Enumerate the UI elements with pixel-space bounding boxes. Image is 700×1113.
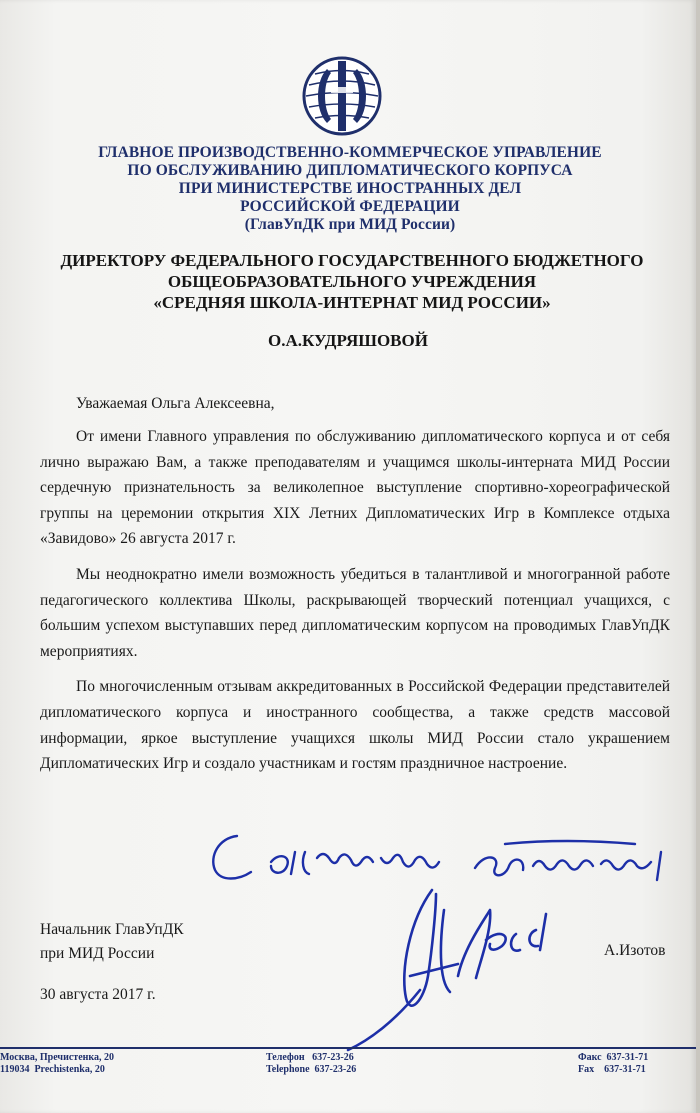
handwritten-signature xyxy=(340,880,570,1055)
addressee-line: «СРЕДНЯЯ ШКОЛА-ИНТЕРНАТ МИД РОССИИ» xyxy=(153,293,551,312)
signatory-title-line: Начальник ГлавУпДК xyxy=(40,921,184,938)
footer-phone xyxy=(266,1052,356,1076)
footer-phone-line: Telephone 637-23-26 xyxy=(266,1064,357,1075)
letter-date: 30 августа 2017 г. xyxy=(40,986,156,1003)
globe-f-emblem-icon xyxy=(301,55,383,137)
footer-address-line: 119034 Prechistenka, 20 xyxy=(0,1064,105,1075)
footer-address xyxy=(0,1052,114,1076)
org-line: РОССИЙСКОЙ ФЕДЕРАЦИИ xyxy=(240,198,460,215)
footer-phone-line: Телефон 637-23-26 xyxy=(266,1052,354,1063)
body-paragraph: От имени Главного управления по обслуживанию дипломатического корпуса и от себя лично выражаю Вам, а также преподавателям и учащимся школы-интерната МИД России сердечную признательность за великолепное выступление спортивно-хореографической группы на церемонии открытия XIX Летних Дипломатических Игр в Комплексе отдыха «Завидово» 26 августа 2017 г. xyxy=(40,428,670,548)
org-line: (ГлавУпДК при МИД России) xyxy=(244,216,456,233)
footer-address-line: Москва, Пречистенка, 20 xyxy=(0,1052,114,1063)
signatory-title-line: при МИД России xyxy=(40,945,155,962)
footer-fax-line: Факс 637-31-71 xyxy=(578,1052,649,1063)
signatory-name: А.Изотов xyxy=(604,942,666,959)
addressee-block xyxy=(22,250,682,313)
signatory-title xyxy=(40,918,184,966)
footer-fax-line: Fax 637-31-71 xyxy=(578,1064,646,1075)
organization-header xyxy=(40,144,660,234)
addressee-name: О.А.КУДРЯШОВОЙ xyxy=(268,331,428,350)
addressee-line: ДИРЕКТОРУ ФЕДЕРАЛЬНОГО ГОСУДАРСТВЕННОГО БЮДЖЕТНОГО xyxy=(60,251,644,270)
org-line: ПО ОБСЛУЖИВАНИЮ ДИПЛОМАТИЧЕСКОГО КОРПУСА xyxy=(127,162,573,179)
addressee-line: ОБЩЕОБРАЗОВАТЕЛЬНОГО УЧРЕЖДЕНИЯ xyxy=(167,272,537,291)
footer-rule xyxy=(0,1047,696,1049)
body-paragraph: По многочисленным отзывам аккредитованных в Российской Федерации представителей дипломатического корпуса и иностранного сообщества, а также средств массовой информации, яркое выступление учащихся школы МИД России стало украшением Дипломатических Игр и создало участникам и гостям праздничное настроение. xyxy=(40,678,670,773)
footer-fax xyxy=(578,1052,648,1076)
letter-body xyxy=(40,424,670,787)
org-line: ГЛАВНОЕ ПРОИЗВОДСТВЕННО-КОММЕРЧЕСКОЕ УПРАВЛЕНИЕ xyxy=(98,144,602,161)
handwritten-closing xyxy=(205,822,685,902)
body-paragraph: Мы неоднократно имели возможность убедиться в талантливой и многогранной работе педагогического коллектива Школы, раскрывающей творческий потенциал учащихся, с большим успехом выступавших перед дипломатическим корпусом на проводимых ГлавУпДК мероприятиях. xyxy=(40,565,670,660)
org-line: ПРИ МИНИСТЕРСТВЕ ИНОСТРАННЫХ ДЕЛ xyxy=(178,180,522,197)
salutation: Уважаемая Ольга Алексеевна, xyxy=(76,395,275,412)
